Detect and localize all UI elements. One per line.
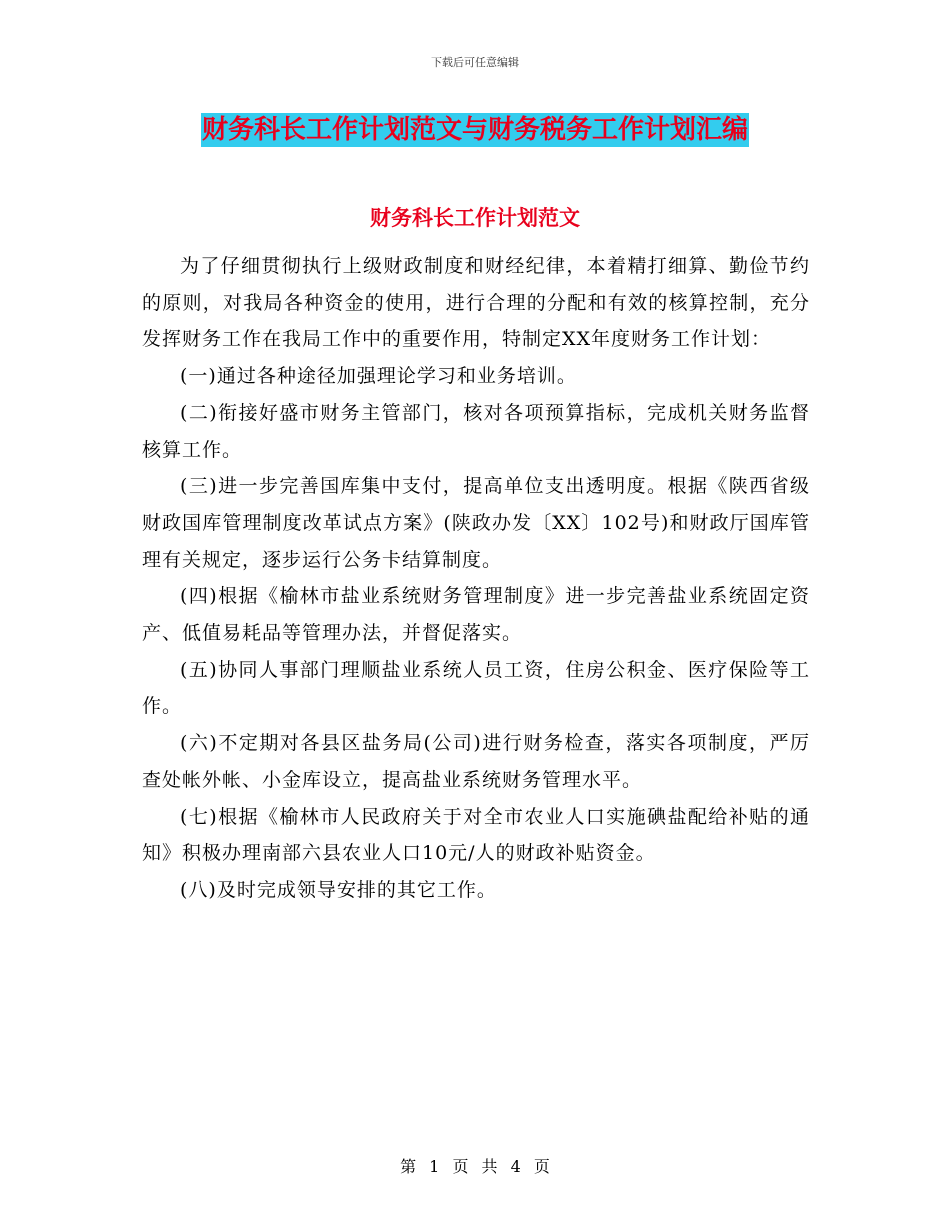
document-body <box>142 248 810 909</box>
main-title-container <box>0 113 950 147</box>
paragraph-item-8: (八)及时完成领导安排的其它工作。 <box>180 878 497 901</box>
page-number-footer: 第 1 页 共 4 页 <box>400 1157 550 1176</box>
paragraph-item-4: (四)根据《榆林市盐业系统财务管理制度》进一步完善盐业系统固定资产、低值易耗品等管理办法，并督促落实。 <box>142 585 810 645</box>
paragraph-item-1: (一)通过各种途径加强理论学习和业务培训。 <box>180 365 577 388</box>
paragraph-item-5: (五)协同人事部门理顺盐业系统人员工资，住房公积金、医疗保险等工作。 <box>142 658 810 718</box>
paragraph-item-2: (二)衔接好盛市财务主管部门，核对各项预算指标，完成机关财务监督核算工作。 <box>142 401 810 461</box>
paragraph-item-6: (六)不定期对各县区盐务局(公司)进行财务检查，落实各项制度，严厉查处帐外帐、小金库设立，提高盐业系统财务管理水平。 <box>142 732 810 791</box>
main-title: 财务科长工作计划范文与财务税务工作计划汇编 <box>201 115 748 145</box>
section-title: 财务科长工作计划范文 <box>370 206 580 230</box>
paragraph-item-7: (七)根据《榆林市人民政府关于对全市农业人口实施碘盐配给补贴的通知》积极办理南部六县农业人口10元/人的财政补贴资金。 <box>142 805 810 865</box>
header-note: 下载后可任意编辑 <box>431 56 519 69</box>
paragraph-item-3: (三)进一步完善国库集中支付，提高单位支出透明度。根据《陕西省级财政国库管理制度改革试点方案》(陕政办发〔XX〕102号)和财政厅国库管理有关规定，逐步运行公务卡结算制度。 <box>142 475 810 571</box>
paragraph-intro: 为了仔细贯彻执行上级财政制度和财经纪律，本着精打细算、勤俭节约的原则，对我局各种资金的使用，进行合理的分配和有效的核算控制，充分发挥财务工作在我局工作中的重要作用，特制定XX年度财务工作计划： <box>142 255 810 351</box>
